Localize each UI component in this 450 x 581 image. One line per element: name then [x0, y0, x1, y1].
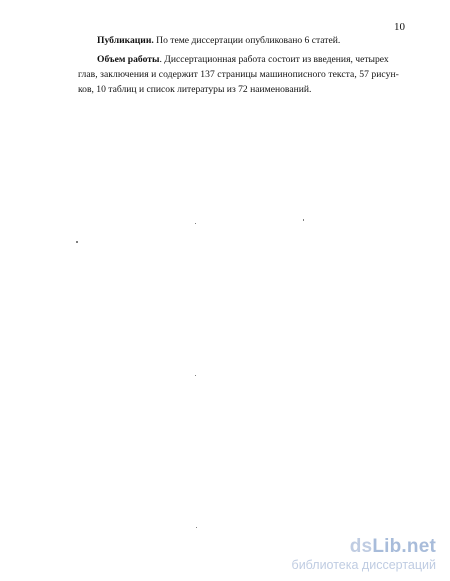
watermark-subtitle: библиотека диссертаций — [291, 558, 436, 572]
watermark-logo-suffix: Lib.net — [372, 536, 436, 557]
publications-heading: Публикации. — [97, 35, 154, 46]
page-number: 10 — [394, 21, 405, 33]
scan-speck — [196, 527, 197, 528]
watermark-logo — [292, 537, 436, 557]
volume-paragraph — [97, 53, 389, 68]
volume-text: . Диссертационная работа состоит из введения, четырех — [159, 54, 389, 65]
scan-speck — [76, 241, 78, 243]
volume-text-line-2: глав, заключения и содержит 137 страницы машинописного текста, 57 рисун- — [78, 69, 399, 80]
scan-speck — [303, 219, 304, 221]
dslib-watermark — [292, 537, 436, 572]
publications-paragraph — [97, 34, 340, 49]
watermark-logo-prefix: ds — [349, 536, 373, 557]
volume-heading: Объем работы — [97, 54, 160, 65]
publications-text: По теме диссертации опубликовано 6 статей. — [153, 35, 341, 46]
scan-speck — [195, 375, 196, 376]
volume-text-line-3: ков, 10 таблиц и список литературы из 72 наименований. — [78, 84, 312, 95]
scan-speck — [195, 223, 196, 224]
